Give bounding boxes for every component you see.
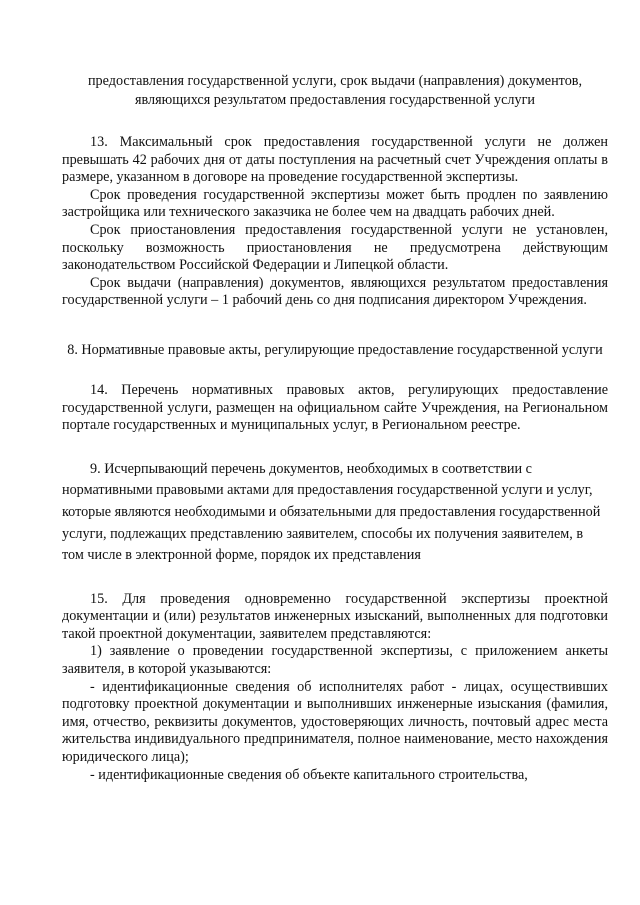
list-item-application: 1) заявление о проведении государственной экспертизы, с приложением анкеты заявителя, в которой указываются: [62, 643, 608, 678]
paragraph-extension-term: Срок проведения государственной экспертизы может быть продлен по заявлению застройщика или технического заказчика не более чем на двадцать рабочих дней. [62, 186, 608, 221]
section-8-heading: 8. Нормативные правовые акты, регулирующие предоставление государственной услуги [67, 341, 603, 358]
list-item-contractors-info: - идентификационные сведения об исполнителях работ - лицах, осуществивших подготовку проектной документации и выполнивших инженерные изыскания (фамилия, имя, отчество, реквизиты документов, удостоверяющих личность, почтовый адрес места жительства индивидуального предпринимателя, полное наименование, место нахождения юридического лица); [62, 678, 608, 766]
paragraph-13: 13. Максимальный срок предоставления государственной услуги не должен превышать 42 рабочих дня от даты поступления на расчетный счет Учреждения оплаты в размере, указанном в договоре на проведение государственной экспертизы. [62, 134, 608, 186]
paragraph-issue-term: Срок выдачи (направления) документов, являющихся результатом предоставления государственной услуги – 1 рабочий день со дня подписания директором Учреждения. [62, 274, 608, 309]
section-9-heading: 9. Исчерпывающий перечень документов, необходимых в соответствии с нормативными правовыми актами для предоставления государственной услуги и услуг, которые являются необходимыми и обязательными для предоставления государственной услуги, подлежащих представлению заявителем, способы их получения заявителем, в том числе в электронной форме, порядок их представления [62, 460, 601, 564]
section-1-heading-continuation: предоставления государственной услуги, срок выдачи (направления) документов, являющихся результатом предоставления государственной услуги [87, 73, 583, 108]
list-item-object-info: - идентификационные сведения об объекте капитального строительства, [90, 766, 528, 783]
paragraph-15: 15. Для проведения одновременно государственной экспертизы проектной документации и (или) результатов инженерных изысканий, выполненных для подготовки такой проектной документации, заявителем представляются: [62, 590, 608, 642]
paragraph-14: 14. Перечень нормативных правовых актов, регулирующих предоставление государственной услуги, размещен на официальном сайте Учреждения, на Региональном портале государственных и муниципальных услуг, в Региональном реестре. [62, 381, 608, 434]
paragraph-suspension-term: Срок приостановления предоставления государственной услуги не установлен, поскольку возможность приостановления не предусмотрена действующим законодательством Российской Федерации и Липецкой области. [62, 221, 608, 274]
